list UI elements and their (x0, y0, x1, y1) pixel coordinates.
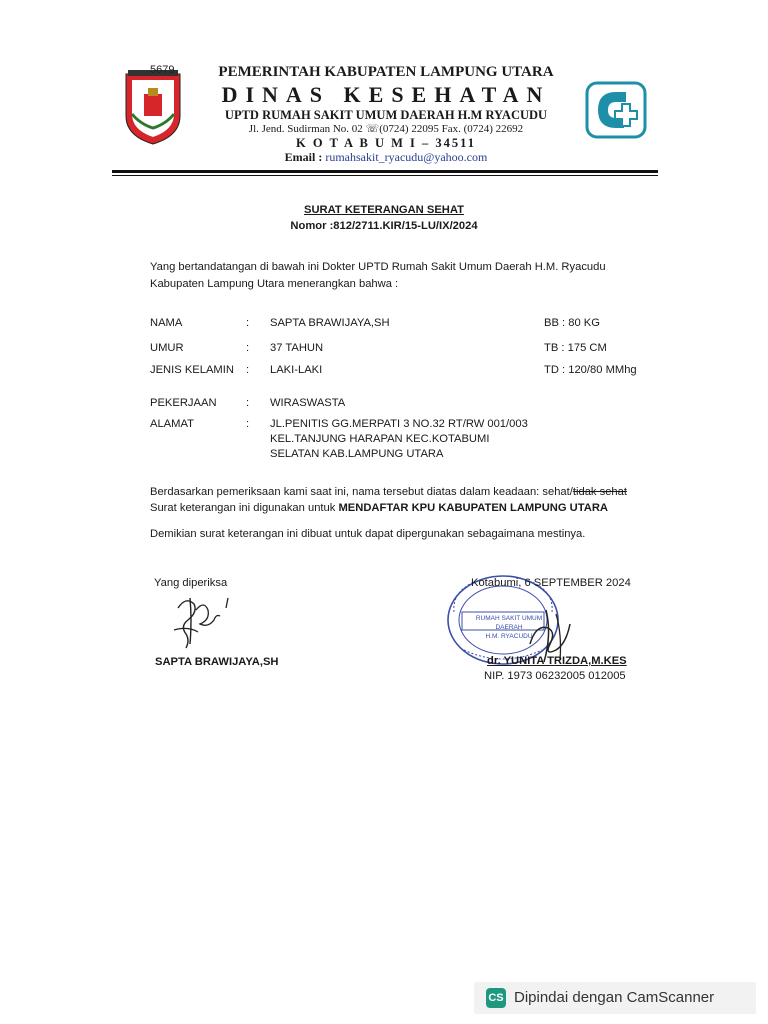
sex-colon: : (246, 364, 250, 376)
hospital-email-line (200, 150, 572, 165)
closing-line: Demikian surat keterangan ini dibuat untuk dapat dipergunakan sebagaimana mestinya. (150, 528, 586, 540)
hospital-city: K O T A B U M I – 34511 (296, 136, 476, 150)
name-value: SAPTA BRAWIJAYA,SH (270, 317, 390, 329)
hospital-address: Jl. Jend. Sudirman No. 02 ☏(0724) 22095 Fax. (0724) 22692 (248, 123, 524, 135)
stamp-line-1: RUMAH SAKIT UMUM DAERAH (475, 615, 543, 631)
government-name: PEMERINTAH KABUPATEN LAMPUNG UTARA (218, 64, 554, 80)
address-line-2: KEL.TANJUNG HARAPAN KEC.KOTABUMI (270, 433, 490, 445)
doctor-nip: NIP. 1973 06232005 012005 (484, 670, 626, 682)
age-value: 37 TAHUN (270, 342, 324, 354)
place-date: Kotabumi, 6 SEPTEMBER 2024 (471, 577, 631, 589)
health-result-struck: tidak sehat (572, 486, 627, 498)
kabupaten-logo (120, 66, 186, 146)
age-label: UMUR (150, 342, 184, 354)
email-address: rumahsakit_ryacudu@yahoo.com (325, 150, 488, 164)
letterhead-rule-thick (112, 170, 658, 173)
hospital-name: UPTD RUMAH SAKIT UMUM DAERAH H.M RYACUDU (224, 108, 548, 122)
job-colon: : (246, 397, 250, 409)
intro-paragraph: Yang bertandatangan di bawah ini Dokter UPTD Rumah Sakit Umum Daerah H.M. Ryacudu Kabupaten Lampung Utara menerangkan bahwa : (150, 261, 606, 291)
health-result-text: Berdasarkan pemeriksaan kami saat ini, nama tersebut diatas dalam keadaan: sehat/ (150, 486, 573, 498)
address-line-3: SELATAN KAB.LAMPUNG UTARA (270, 448, 444, 460)
weight-value: BB : 80 KG (544, 317, 600, 329)
blood-pressure-value: TD : 120/80 MMhg (544, 364, 637, 376)
health-result-line (150, 485, 627, 501)
address-label: ALAMAT (150, 418, 194, 430)
stamp-line-2: H.M. RYACUDU (485, 633, 533, 640)
document-number: Nomor :812/2711.KIR/15-LU/IX/2024 (290, 220, 478, 232)
examined-name: SAPTA BRAWIJAYA,SH (155, 656, 279, 668)
purpose-value: MENDAFTAR KPU KABUPATEN LAMPUNG UTARA (338, 502, 608, 514)
camscanner-label: Dipindai dengan CamScanner (514, 989, 715, 1006)
camscanner-icon: CS (486, 988, 506, 1008)
agency-name: DINAS KESEHATAN (221, 82, 551, 107)
email-label: Email : (284, 150, 323, 164)
doctor-name: dr. YUNITA TRIZDA,M.KES (487, 655, 627, 667)
purpose-prefix: Surat keterangan ini digunakan untuk (150, 502, 339, 514)
name-label: NAMA (150, 317, 183, 329)
logo-number: 5679 (150, 64, 175, 76)
age-colon: : (246, 342, 250, 354)
health-logo (584, 80, 648, 140)
job-label: PEKERJAAN (150, 397, 217, 409)
job-value: WIRASWASTA (270, 397, 346, 409)
address-line-1: JL.PENITIS GG.MERPATI 3 NO.32 RT/RW 001/003 (270, 418, 528, 430)
patient-signature (168, 590, 238, 652)
examined-label: Yang diperiksa (154, 577, 228, 589)
sex-value: LAKI-LAKI (270, 364, 323, 376)
height-value: TB : 175 CM (544, 342, 607, 354)
name-colon: : (246, 317, 250, 329)
sex-label: JENIS KELAMIN (150, 364, 234, 376)
letterhead-rule-thin (112, 175, 658, 176)
purpose-line (150, 501, 608, 517)
address-colon: : (246, 418, 250, 430)
document-title: SURAT KETERANGAN SEHAT (304, 204, 464, 216)
